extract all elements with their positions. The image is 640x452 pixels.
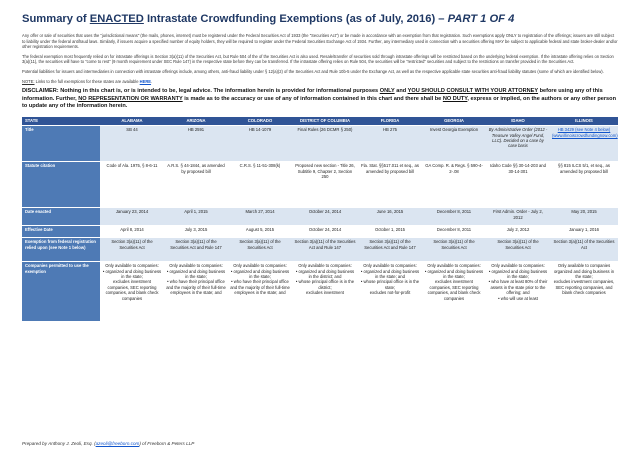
table-cell: July 3, 2015 (164, 226, 228, 238)
table-cell: March 27, 2014 (228, 208, 292, 226)
table-cell: HB 275 (358, 126, 422, 162)
disclaimer-part: is made as to the accuracy or use of any of information contained in this chart and there shall be (182, 95, 443, 102)
table-cell: Code of Ala. 1975, § 8-6-11 (100, 162, 164, 208)
header-cell: FLORIDA (358, 117, 422, 126)
table-header-row (22, 117, 618, 126)
cell-line: • who have at least 80% of their assets in the state prior to the offering; and (488, 279, 548, 296)
intro-paragraph-3: Potential liabilities for issuers and intermediaries in connection with intrastate offerings include, among others, anti-fraud liability under § 12(a)(2) of the Securities Act and Rule 10b-5 under the Exchange Act, as well as the respective applicable state securities anti-fraud liability statutes (some of which are identified below). (22, 68, 604, 74)
header-cell: DISTRICT OF COLUMBIA (292, 117, 358, 126)
table-cell (550, 126, 618, 162)
table-cell: Section 3(a)(11) of the Securities Act (550, 238, 618, 262)
table-cell: July 2, 2012 (486, 226, 550, 238)
row-label: Title (22, 126, 100, 162)
table-cell (228, 262, 292, 322)
table-cell: HB 14-1079 (228, 126, 292, 162)
table-cell: October 24, 2014 (292, 226, 358, 238)
table-cell (486, 262, 550, 322)
note-label: NOTE: (22, 78, 35, 84)
cell-line: • organized and doing business in the state; (488, 268, 548, 279)
disclaimer-part: before using any of this information. Further, (22, 88, 603, 102)
table-row-effective-date (22, 226, 618, 238)
note-line (22, 79, 618, 85)
disclaimer-consult: YOU SHOULD CONSULT WITH YOUR ATTORNEY (407, 88, 539, 95)
table-cell: April 1, 2015 (164, 208, 228, 226)
row-label: Effective Date (22, 226, 100, 238)
disclaimer-part: and (394, 88, 408, 95)
table-cell (164, 262, 228, 322)
cell-line: excludes investment companies, SEC reporting companies, and blank check companies (105, 279, 159, 301)
title-middle: Intrastate Crowdfunding Exemptions (as of July, 2016) – (143, 13, 448, 25)
cell-line: Only available to companies: (105, 263, 159, 269)
title-emphasis: ENACTED (89, 13, 144, 25)
table-cell: Idaho Code §§ 30-14-203 and 30-14-301 (486, 162, 550, 208)
table-cell: HB 2591 (164, 126, 228, 162)
table-row-date-enacted (22, 208, 618, 226)
table-cell: A.R.S. § 44-1844, as amended by proposed bill (164, 162, 228, 208)
table-cell: October 1, 2015 (358, 226, 422, 238)
title-part: PART 1 OF 4 (447, 13, 515, 25)
cell-line: Only available to companies: (298, 263, 352, 269)
page-title (22, 12, 618, 26)
table-row-federal-exemption (22, 238, 618, 262)
cell-line: Only available to companies: (491, 263, 545, 269)
cell-line: Only available to companies: (427, 263, 481, 269)
table-cell (358, 262, 422, 322)
table-cell: By Administrative Order (2012 - Treasure Valley Angel Fund, LLC). Decided on a case by case basis (486, 126, 550, 162)
table-cell (100, 262, 164, 322)
cell-line: • organized and doing business in the state; and (360, 268, 420, 279)
note-text: Links to the full exemptions for these states are available (34, 78, 140, 84)
header-cell: IDAHO (486, 117, 550, 126)
header-cell: ILLINOIS (550, 117, 618, 126)
header-cell: ALABAMA (100, 117, 164, 126)
table-cell: First Admin. Order - July 2, 2012 (486, 208, 550, 226)
table-cell: October 24, 2014 (292, 208, 358, 226)
cell-line: • whose principal office is in the state; (360, 279, 420, 290)
disclaimer-only: ONLY (379, 88, 395, 95)
table-cell: January 1, 2016 (550, 226, 618, 238)
table-cell: SB 44 (100, 126, 164, 162)
table-cell: August 5, 2015 (228, 226, 292, 238)
table-cell (292, 262, 358, 322)
table-cell: April 8, 2014 (100, 226, 164, 238)
table-cell: GA Comp. R. & Regs. § 590-4-2-.08 (422, 162, 486, 208)
table-cell: Proposed new section - Title 26, Subtitle 9, Chapter 2, Section 250 (292, 162, 358, 208)
table-cell: Section 3(a)(11) of the Securities Act (486, 238, 550, 262)
author-email-link[interactable]: azeoli@freeborn.com (95, 441, 140, 446)
table-cell: Section 3(a)(11) of the Securities Act and Rule 147 (358, 238, 422, 262)
cell-line: • organized and doing business in the state; (166, 268, 226, 279)
table-row-title (22, 126, 618, 162)
row-label: Statute citation (22, 162, 100, 208)
cell-line: • organized and doing business in the state; (230, 268, 290, 279)
cell-line: • who will use at least (498, 295, 538, 301)
table-cell: C.R.S. § 11-51-308(k) (228, 162, 292, 208)
table-cell (422, 262, 486, 322)
header-cell: COLORADO (228, 117, 292, 126)
table-cell (550, 262, 618, 322)
table-row-companies (22, 262, 618, 322)
table-cell: December 8, 2011 (422, 208, 486, 226)
title-prefix: Summary of (22, 13, 90, 25)
table-cell: January 23, 2014 (100, 208, 164, 226)
table-cell: §§ 815 ILCS 5/1, et seq., as amended by proposed bill (550, 162, 618, 208)
header-cell: ARIZONA (164, 117, 228, 126)
cell-line: • organized and doing business in the state; (424, 268, 484, 279)
row-label: Date enacted (22, 208, 100, 226)
table-cell: Section 3(a)(11) of the Securities Act and Rule 147 (164, 238, 228, 262)
cell-line: • who have their principal office and the majority of their full-time employees in the state; and (166, 279, 226, 296)
table-cell: Section 3(a)(11) of the Securities Act and Rule 147 (292, 238, 358, 262)
cell-line: • whose principal office is in the district; (295, 279, 355, 290)
cell-line: Only available to companies: (169, 263, 223, 269)
disclaimer-no-representation: NO REPRESENTATION OR WARRANTY (78, 95, 183, 102)
header-cell: STATE (22, 117, 100, 126)
cell-line: excludes investment (306, 290, 344, 296)
table-row-statute (22, 162, 618, 208)
cell-line: • who have their principal office and the majority of their full-time employees in the state; and (230, 279, 290, 296)
illinois-link[interactable]: HB 3429 (see Note 4 below) (www.illinoiscrowdfundingnow.com) (552, 127, 618, 138)
cell-line: • organized and doing business in the district; and (295, 268, 355, 279)
footer-suffix: ) of Freeborn & Peters LLP (139, 441, 195, 446)
cell-line: excludes investment companies, SEC reporting companies, and blank check companies (553, 279, 615, 296)
cell-line: • organized and doing business in the state; (102, 268, 162, 279)
disclaimer (22, 88, 618, 111)
footer-prefix: Prepared by Anthony J. Zeoli, Esq. ( (22, 441, 96, 446)
note-end: . (151, 78, 153, 84)
intro-paragraph-1: Any offer or sale of securities that uses the "jurisdictional means" (the mails, phones, internet) must be registered under the Federal Securities Act of 1933 (the "Securities Act") or be made in accordance with an exemption from that registration. Such exemptions apply ONLY to registration of the offerings; issuers are still subject to liability under the federal antifraud laws. Similarly, if issuers acquire a specified number of equity holders, they will be required to register under the Federal Securities Exchange Act of 1934. Further, any intermediary used in connection with a securities offering MAY be subject to applicable federal and state broker-dealer and/or other registration requirements. (22, 33, 618, 50)
disclaimer-no-duty: NO DUTY (442, 95, 468, 102)
cell-line: excludes not-for-profit (369, 290, 411, 296)
row-label: Exemption from federal registration relied upon (see Note 1 below) (22, 238, 100, 262)
disclaimer-part: DISCLAIMER: Nothing in this chart is, or is intended to be, legal advice. The information herein is provided for informational purposes (22, 88, 380, 95)
intro-paragraph-2: The federal exemption most frequently relied on for intrastate offerings is Section 3(a)(11) of the Securities Act, but Rule 504 of the of the Securities Act is also used. Resale/transfer of securities sold through intrastate offerings will be restricted based on the underlying federal exemption. If the intrastate offering relies on Section 3(a)(11), the securities will have to "come to rest" (9 month requirement under SEC Rule 147) in the respective state before they can be transferred. If the intrastate offering relies on Rule 504, the securities will be "restricted" securities and subject to the restrictions on transfer provided in the Securities Act. (22, 53, 614, 65)
table-cell: Final Rules (26 DCMR § 250) (292, 126, 358, 162)
table-cell: June 16, 2015 (358, 208, 422, 226)
table-cell: Section 3(a)(11) of the Securities Act (228, 238, 292, 262)
cell-line: excludes investment companies, SEC reporting companies, and blank check companies (427, 279, 481, 301)
table-cell: May 20, 2015 (550, 208, 618, 226)
table-cell: Section 3(a)(11) of the Securities Act (100, 238, 164, 262)
table-cell: Invest Georgia Exemption (422, 126, 486, 162)
header-cell: GEORGIA (422, 117, 486, 126)
cell-line: Only available to companies organized and doing business in the state; (553, 263, 615, 279)
exemption-table (22, 117, 618, 323)
cell-line: Only available to companies: (363, 263, 417, 269)
cell-line: Only available to companies: (233, 263, 287, 269)
row-label: Companies permitted to use the exemption (22, 262, 100, 322)
exemptions-link[interactable]: HERE (139, 78, 152, 84)
footer-credit (22, 441, 194, 446)
table-cell: Section 3(a)(11) of the Securities Act (422, 238, 486, 262)
disclaimer-part: , express or implied, on the authors or any other person to update any of the information herein. (22, 95, 616, 110)
table-cell: December 8, 2011 (422, 226, 486, 238)
table-cell: Fla. Stat. §§517.011 et seq., as amended by proposed bill (358, 162, 422, 208)
